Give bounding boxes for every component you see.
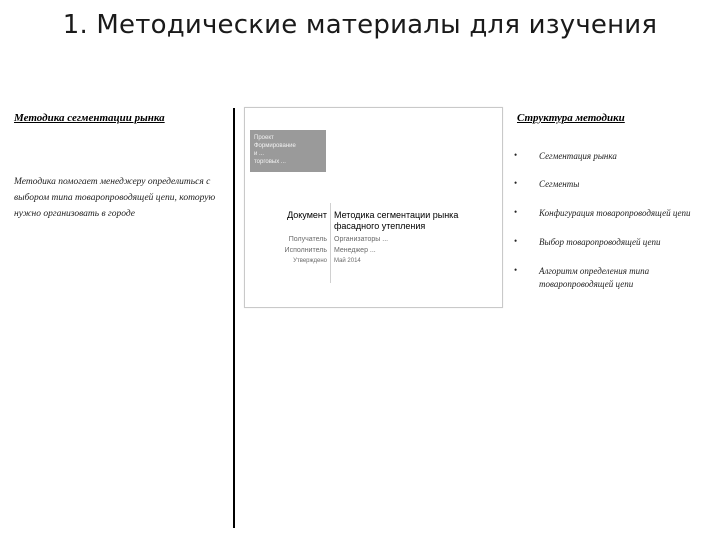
bullet-icon: •: [514, 207, 518, 217]
list-item-text: Сегменты: [539, 179, 580, 189]
slide-title: 1. Методические материалы для изучения: [62, 10, 658, 40]
thumbnail-gray-line: Проект: [254, 135, 274, 141]
vertical-divider: [233, 108, 235, 528]
thumbnail-doc-title: Методика сегментации рынка фасадного утепления: [334, 210, 459, 231]
bullet-icon: •: [514, 150, 518, 160]
document-thumbnail: [244, 107, 503, 308]
thumbnail-row-value: Организаторы ...: [334, 236, 389, 243]
list-item-text: Выбор товаропроводящей цепи: [539, 237, 661, 247]
thumbnail-gray-line: торговых ...: [254, 159, 286, 165]
list-item-text: Сегментация рынка: [539, 151, 617, 161]
list-item-text: Алгоритм определения типа товаропроводящей цепи: [539, 266, 650, 289]
thumbnail-doc-label: Документ: [287, 210, 327, 220]
thumbnail-divider: [330, 203, 331, 283]
thumbnail-gray-line: и ...: [254, 151, 265, 157]
thumbnail-row-label: Утверждено: [293, 258, 327, 264]
bullet-icon: •: [514, 178, 518, 188]
bullet-icon: •: [514, 265, 518, 275]
thumbnail-row-label: Получатель: [288, 236, 327, 243]
bullet-icon: •: [514, 236, 518, 246]
thumbnail-gray-line: Формирование: [254, 143, 296, 149]
thumbnail-row-value: Менеджер ...: [334, 247, 376, 254]
left-section-heading: Методика сегментации рынка: [14, 112, 165, 124]
left-section-description: Методика помогает менеджеру определиться с выбором типа товаропроводящей цепи, которую нужно организовать в городе: [14, 177, 216, 219]
thumbnail-gray-box: [250, 130, 326, 172]
thumbnail-row-value: Май 2014: [334, 258, 361, 264]
list-item-text: Конфигурация товаропроводящей цепи: [539, 208, 691, 218]
right-section-heading: Структура методики: [517, 112, 625, 124]
thumbnail-row-label: Исполнитель: [284, 247, 327, 254]
